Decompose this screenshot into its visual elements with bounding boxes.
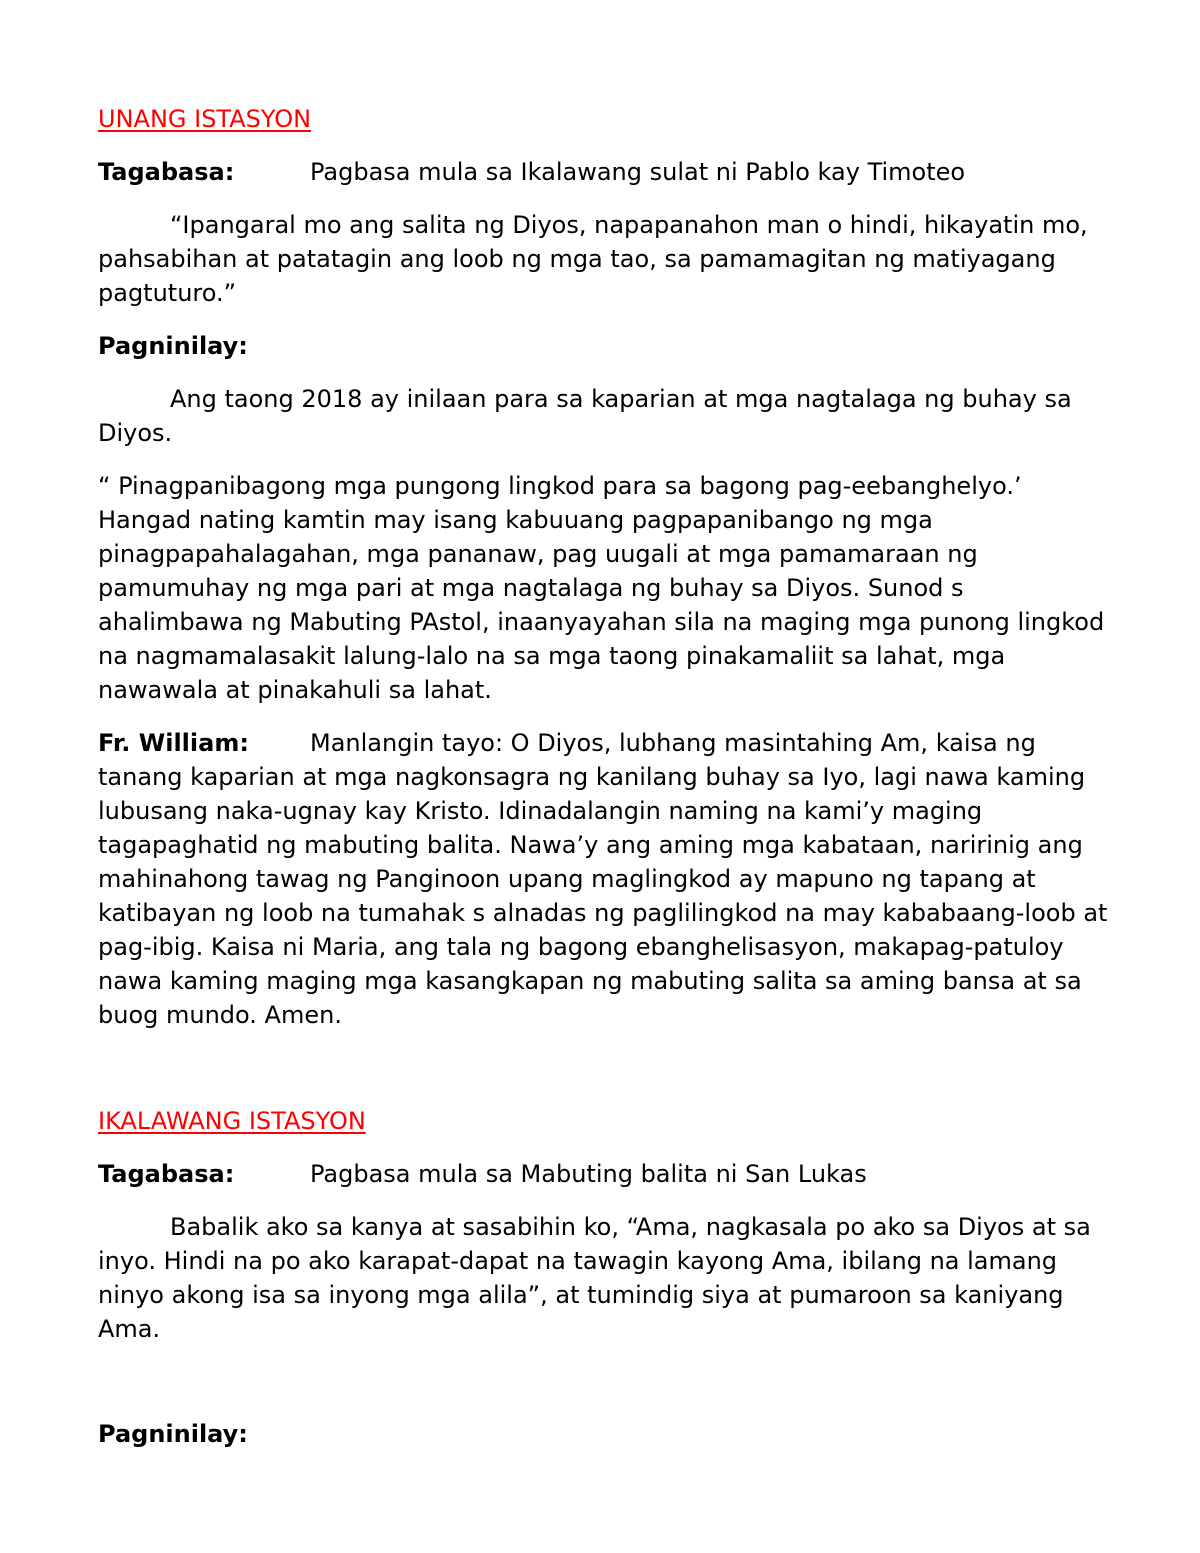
section-spacer (98, 1051, 1108, 1104)
station-1-prayer-label: Fr. William: (98, 729, 249, 757)
station-1-reflection-p1: Ang taong 2018 ay inilaan para sa kaparian at mga nagtalaga ng buhay sa Diyos. (98, 385, 1072, 447)
section-spacer (98, 1365, 1108, 1417)
station-2-heading: IKALAWANG ISTASYON (98, 1107, 366, 1135)
station-1-reader-line (98, 155, 1108, 189)
station-2-reflection-label: Pagninilay: (98, 1420, 248, 1448)
document-page (98, 102, 1108, 1470)
station-1-quote: “Ipangaral mo ang salita ng Diyos, napapanahon man o hindi, hikayatin mo, pahsabihan at patatagin ang loob ng mga tao, sa pamamagitan ng matiyagang pagtuturo.” (98, 211, 1088, 307)
station-1 (98, 102, 1108, 1032)
station-1-heading: UNANG ISTASYON (98, 105, 312, 133)
station-2-quote: Babalik ako sa kanya at sasabihin ko, “Ama, nagkasala po ako sa Diyos at sa inyo. Hindi na po ako karapat-dapat na tawagin kayong Ama, ibilang na lamang ninyo akong isa sa inyong mga alila”, at tumindig siya at pumaroon sa kaniyang Ama. (98, 1213, 1091, 1343)
station-1-reflection-p2: “ Pinagpanibagong mga pungong lingkod para sa bagong pag-eebanghelyo.’ Hangad nating kamtin may isang kabuuang pagpapanibango ng mga pinagpapahalagahan, mga pananaw, pag uugali at mga pamamaraan ng pamumuhay ng mga pari at mga nagtalaga ng buhay sa Diyos. Sunod s ahalimbawa ng Mabuting PAstol, inaanyayahan sila na maging mga punong lingkod na nagmamalasakit lalung-lalo na sa mga taong pinakamaliit sa lahat, mga nawawala at pinakahuli sa lahat. (98, 472, 1105, 704)
station-1-reflection-label: Pagninilay: (98, 332, 248, 360)
station-2 (98, 1104, 1108, 1451)
station-1-reader-label: Tagabasa: (98, 158, 235, 186)
station-2-reader-line (98, 1157, 1108, 1191)
station-2-reader-label: Tagabasa: (98, 1160, 235, 1188)
station-2-reader-text: Pagbasa mula sa Mabuting balita ni San Lukas (310, 1160, 867, 1188)
station-1-reader-text: Pagbasa mula sa Ikalawang sulat ni Pablo kay Timoteo (310, 158, 966, 186)
station-1-prayer-text: Manlangin tayo: O Diyos, lubhang masintahing Am, kaisa ng tanang kaparian at mga nagkonsagra ng kanilang buhay sa Iyo, lagi nawa kaming lubusang naka-ugnay kay Kristo. Idinadalangin naming na kami’y maging tagapaghatid ng mabuting balita. Nawa’y ang aming mga kabataan, naririnig ang mahinahong tawag ng Panginoon upang maglingkod ay mapuno ng tapang at katibayan ng loob na tumahak s alnadas ng paglilingkod na may kababaang-loob at pag-ibig. Kaisa ni Maria, ang tala ng bagong ebanghelisasyon, makapag-patuloy nawa kaming maging mga kasangkapan ng mabuting salita sa aming bansa at sa buog mundo. Amen. (98, 729, 1108, 1029)
station-1-prayer (98, 726, 1108, 1032)
